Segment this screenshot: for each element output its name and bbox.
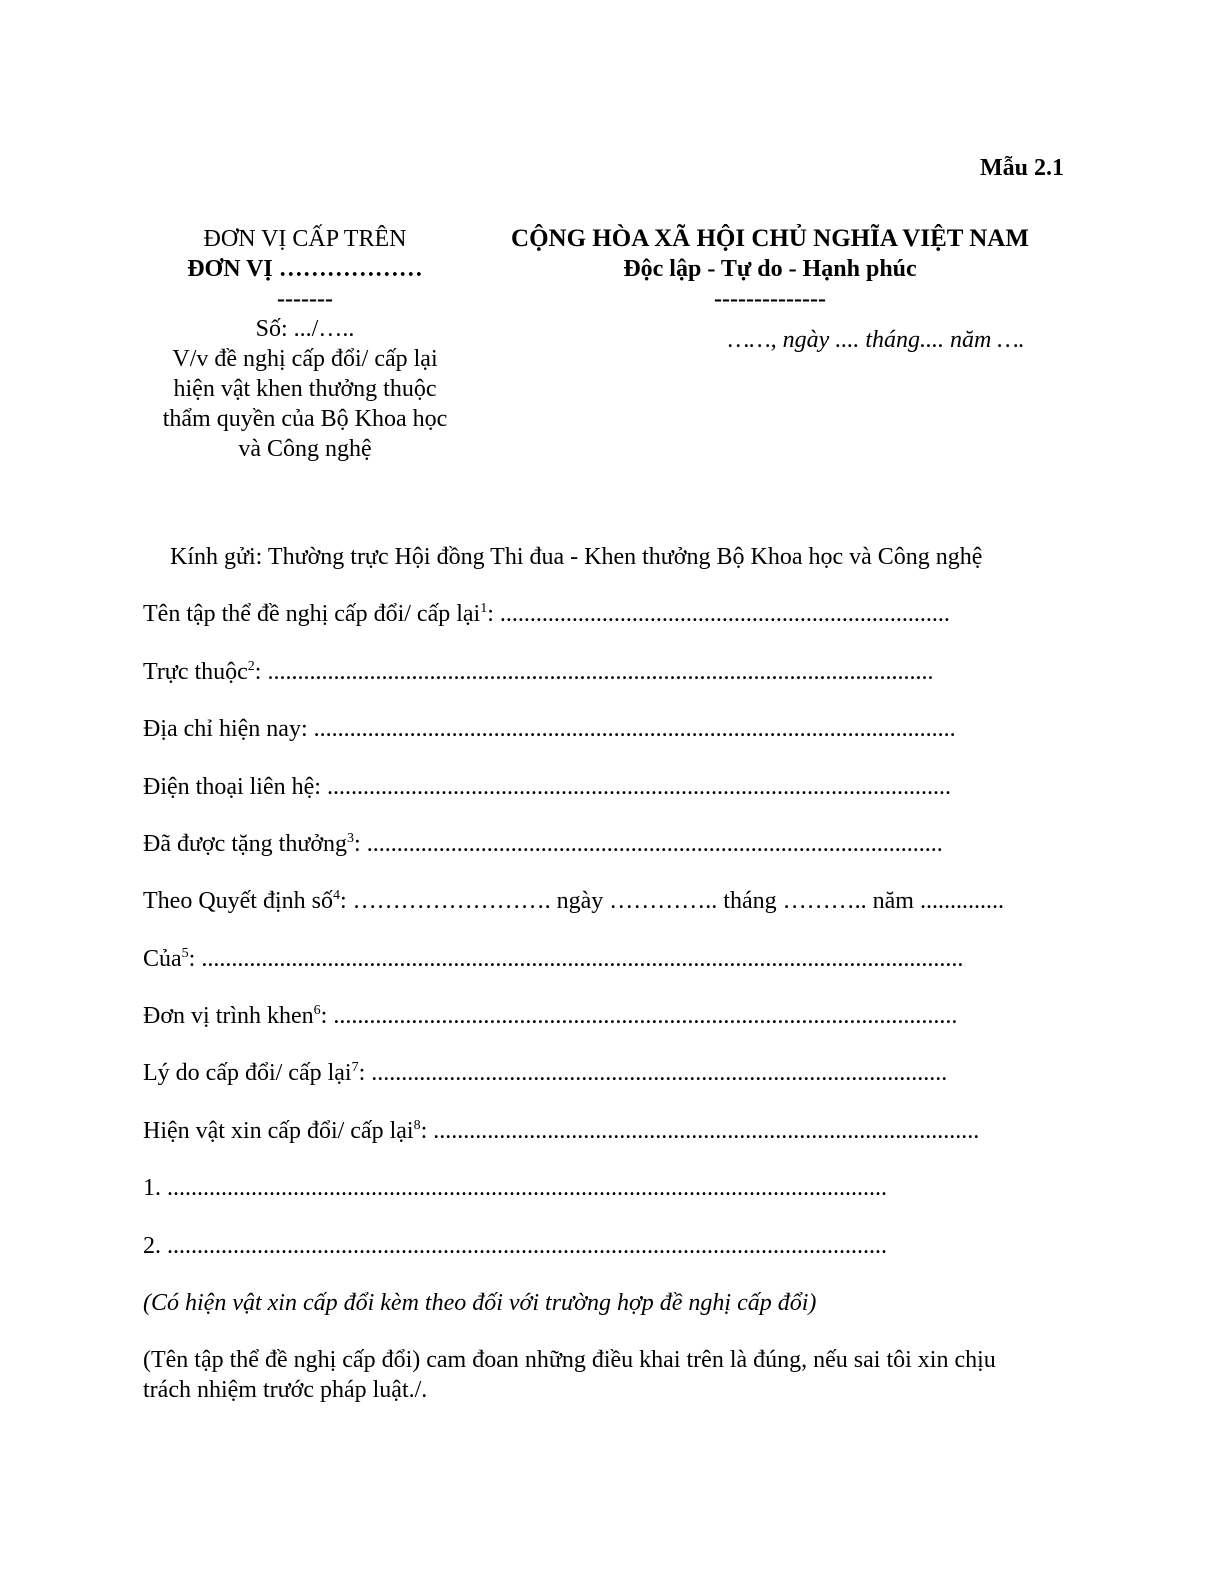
footnote-ref: 2	[247, 659, 255, 674]
field-collective-name	[143, 599, 950, 629]
commitment-line-2: trách nhiệm trước pháp luật./.	[143, 1377, 428, 1403]
footnote-ref: 1	[480, 601, 488, 616]
field-fill: : ...............................................................................................................................	[188, 946, 964, 972]
subject-line-4: và Công nghệ	[238, 436, 372, 462]
field-affiliation	[143, 657, 933, 687]
parent-unit-label: ĐƠN VỊ CẤP TRÊN	[203, 226, 407, 252]
field-issuer	[143, 944, 963, 974]
field-decision-number	[143, 886, 1004, 916]
national-motto: Độc lập - Tự do - Hạnh phúc	[623, 256, 917, 282]
field-label: Hiện vật xin cấp đổi/ cấp lại	[143, 1118, 414, 1144]
field-fill: : ...........................................................................................................	[300, 716, 956, 742]
field-fill: : ...........................................................................	[487, 601, 950, 627]
field-items-requested	[143, 1116, 979, 1146]
document-number: Số: .../…..	[255, 316, 355, 342]
field-label: Theo Quyết định số	[143, 888, 333, 914]
field-label: Điện thoại liên hệ	[143, 774, 315, 800]
item-line-1: 1. ........................................................................................................................	[143, 1175, 887, 1201]
field-proposing-unit	[143, 1001, 957, 1031]
field-fill: : ...........................................................................................	[420, 1118, 980, 1144]
place-date: ……, ngày .... tháng.... năm ….	[728, 327, 1025, 353]
field-label: Trực thuộc	[143, 659, 248, 685]
field-address	[143, 714, 956, 744]
right-header-divider: --------------	[714, 286, 826, 312]
right-header	[490, 224, 1050, 314]
field-fill: : ................................................................................................	[354, 831, 943, 857]
field-fill: : ...............................................................................................................	[254, 659, 934, 685]
footnote-ref: 5	[181, 946, 189, 961]
subject-line-3: thẩm quyền của Bộ Khoa học	[162, 406, 448, 432]
left-header-divider: -------	[277, 286, 333, 312]
italic-note: (Có hiện vật xin cấp đổi kèm theo đối với trường hợp đề nghị cấp đổi)	[143, 1290, 817, 1316]
left-header	[140, 224, 470, 464]
item-line-2: 2. ........................................................................................................................	[143, 1233, 887, 1259]
footnote-ref: 7	[351, 1060, 359, 1075]
field-fill: : ........................................................................................................	[314, 774, 951, 800]
field-fill: : ........................................................................................................	[320, 1003, 958, 1029]
field-awarded	[143, 829, 943, 859]
footnote-ref: 4	[332, 888, 340, 903]
field-label: Của	[143, 946, 182, 972]
footnote-ref: 3	[347, 831, 355, 846]
field-reason	[143, 1058, 947, 1088]
field-fill: : ……………………. ngày ………….. tháng ……….. năm ..............	[339, 888, 1004, 914]
form-code: Mẫu 2.1	[980, 155, 1064, 181]
field-fill: : ................................................................................................	[358, 1060, 948, 1086]
footnote-ref: 6	[313, 1003, 321, 1018]
field-label: Đơn vị trình khen	[143, 1003, 314, 1029]
field-label: Tên tập thể đề nghị cấp đổi/ cấp lại	[143, 601, 481, 627]
recipient-line: Kính gửi: Thường trực Hội đồng Thi đua - Khen thưởng Bộ Khoa học và Công nghệ	[170, 544, 983, 570]
field-label: Đã được tặng thưởng	[143, 831, 348, 857]
field-label: Lý do cấp đổi/ cấp lại	[143, 1060, 352, 1086]
subject-line-2: hiện vật khen thưởng thuộc	[173, 376, 437, 402]
commitment-line-1: (Tên tập thể đề nghị cấp đổi) cam đoan những điều khai trên là đúng, nếu sai tôi xin chịu	[143, 1347, 996, 1373]
national-title: CỘNG HÒA XÃ HỘI CHỦ NGHĨA VIỆT NAM	[511, 225, 1029, 252]
footnote-ref: 8	[413, 1118, 421, 1133]
unit-label: ĐƠN VỊ ………………	[187, 256, 423, 282]
subject-line-1: V/v đề nghị cấp đổi/ cấp lại	[172, 346, 438, 372]
field-label: Địa chỉ hiện nay	[143, 716, 301, 742]
field-phone	[143, 772, 951, 802]
